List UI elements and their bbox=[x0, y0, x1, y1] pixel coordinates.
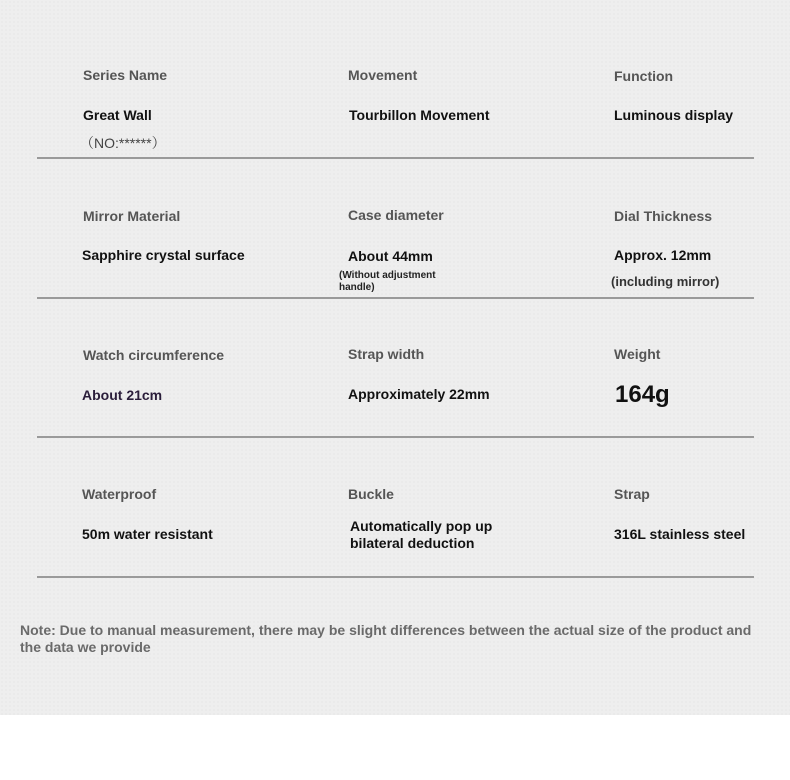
strap-value: 316L stainless steel bbox=[614, 526, 746, 542]
function-value: Luminous display bbox=[614, 107, 734, 123]
buckle-value: Automatically pop up bilateral deduction bbox=[350, 518, 493, 551]
row-divider bbox=[37, 297, 754, 299]
mirror-material-label: Mirror Material bbox=[83, 208, 181, 224]
case-diameter-sub: (Without adjustment handle) bbox=[339, 270, 436, 293]
measurement-note: Note: Due to manual measurement, there may be slight differences between the actual size of the product and the data we provide bbox=[20, 622, 752, 655]
mirror-material-value: Sapphire crystal surface bbox=[82, 247, 245, 263]
dial-thickness-value: Approx. 12mm bbox=[614, 247, 712, 263]
weight-label: Weight bbox=[614, 346, 661, 362]
waterproof-label: Waterproof bbox=[82, 486, 157, 502]
strap-label: Strap bbox=[614, 486, 650, 502]
dial-thickness-label: Dial Thickness bbox=[614, 208, 713, 224]
series-name-sub: （NO:******） bbox=[80, 135, 166, 151]
dial-thickness-sub: (including mirror) bbox=[611, 274, 720, 289]
row-divider bbox=[37, 157, 754, 159]
series-name-label: Series Name bbox=[83, 67, 168, 83]
watch-circumference-label: Watch circumference bbox=[83, 347, 225, 363]
movement-value: Tourbillon Movement bbox=[349, 107, 490, 123]
case-diameter-value: About 44mm bbox=[348, 248, 433, 264]
strap-width-value: Approximately 22mm bbox=[348, 386, 490, 402]
waterproof-value: 50m water resistant bbox=[82, 526, 213, 542]
function-label: Function bbox=[614, 68, 674, 84]
row-divider bbox=[37, 436, 754, 438]
movement-label: Movement bbox=[348, 67, 418, 83]
case-diameter-label: Case diameter bbox=[348, 207, 444, 223]
weight-value: 164g bbox=[615, 381, 670, 408]
series-name-value: Great Wall bbox=[83, 107, 152, 123]
strap-width-label: Strap width bbox=[348, 346, 425, 362]
buckle-label: Buckle bbox=[348, 486, 394, 502]
watch-circumference-value: About 21cm bbox=[82, 387, 163, 403]
row-divider bbox=[37, 576, 754, 578]
